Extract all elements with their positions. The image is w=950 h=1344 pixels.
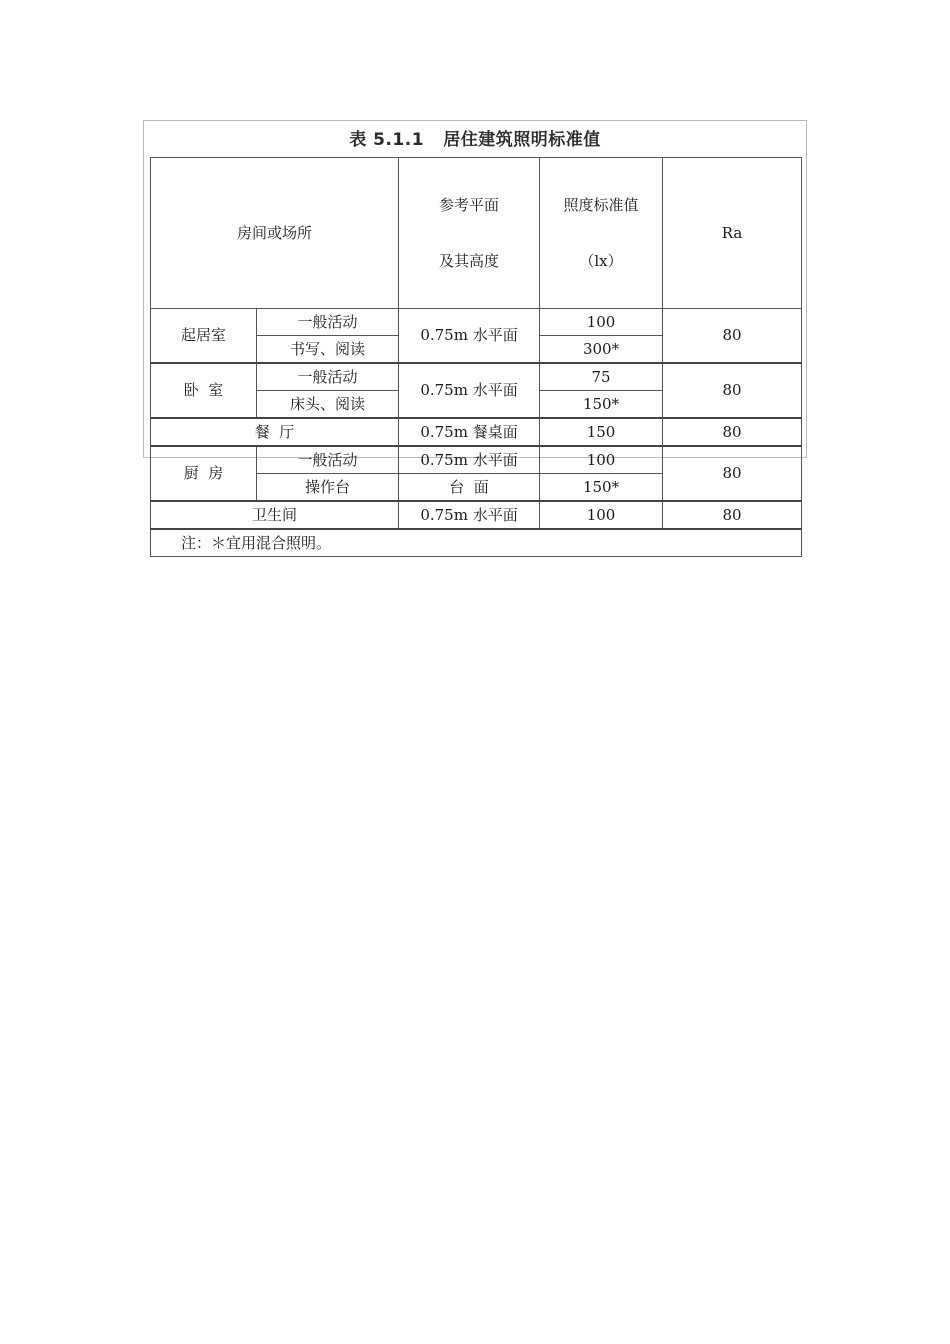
bathroom-name: 卫生间 — [151, 501, 399, 529]
kitchen-plane-1: 0.75m 水平面 — [399, 446, 540, 474]
living-room-lux-2: 300* — [540, 336, 663, 364]
table-row — [151, 418, 802, 446]
kitchen-ra: 80 — [663, 446, 802, 501]
table-note: 注：＊宜用混合照明。 — [151, 529, 802, 557]
table-row — [151, 309, 802, 336]
dining-lux: 150 — [540, 418, 663, 446]
kitchen-name: 厨 房 — [151, 446, 257, 501]
bedroom-name: 卧 室 — [151, 363, 257, 418]
bedroom-lux-1: 75 — [540, 363, 663, 391]
header-plane-line2: 及其高度 — [439, 251, 500, 270]
living-room-lux-1: 100 — [540, 309, 663, 336]
lighting-standard-table — [150, 157, 802, 557]
kitchen-activity-1: 一般活动 — [257, 446, 399, 474]
bedroom-lux-2: 150* — [540, 391, 663, 419]
header-lux-line1: 照度标准值 — [563, 195, 639, 214]
living-room-name: 起居室 — [151, 309, 257, 364]
header-lux-line2: （lx） — [579, 251, 623, 270]
dining-ra: 80 — [663, 418, 802, 446]
table-title: 表 5.1.1 居住建筑照明标准值 — [349, 130, 601, 150]
living-room-ra: 80 — [663, 309, 802, 364]
bedroom-activity-2: 床头、阅读 — [257, 391, 399, 419]
header-row — [151, 158, 802, 309]
table-row — [151, 501, 802, 529]
bathroom-lux: 100 — [540, 501, 663, 529]
living-room-plane: 0.75m 水平面 — [399, 309, 540, 364]
header-lux — [540, 158, 663, 309]
table-figure — [143, 120, 807, 552]
table-row — [151, 363, 802, 391]
header-ra: Ra — [663, 158, 802, 309]
dining-name: 餐 厅 — [151, 418, 399, 446]
header-plane — [399, 158, 540, 309]
note-row — [151, 529, 802, 557]
kitchen-plane-2: 台 面 — [399, 474, 540, 502]
bedroom-ra: 80 — [663, 363, 802, 418]
dining-plane: 0.75m 餐桌面 — [399, 418, 540, 446]
bedroom-plane: 0.75m 水平面 — [399, 363, 540, 418]
header-plane-line1: 参考平面 — [439, 195, 500, 214]
living-room-activity-2: 书写、阅读 — [257, 336, 399, 364]
kitchen-lux-1: 100 — [540, 446, 663, 474]
bathroom-plane: 0.75m 水平面 — [399, 501, 540, 529]
living-room-activity-1: 一般活动 — [257, 309, 399, 336]
kitchen-lux-2: 150* — [540, 474, 663, 502]
bathroom-ra: 80 — [663, 501, 802, 529]
table-row — [151, 446, 802, 474]
bedroom-activity-1: 一般活动 — [257, 363, 399, 391]
kitchen-activity-2: 操作台 — [257, 474, 399, 502]
header-room: 房间或场所 — [151, 158, 399, 309]
